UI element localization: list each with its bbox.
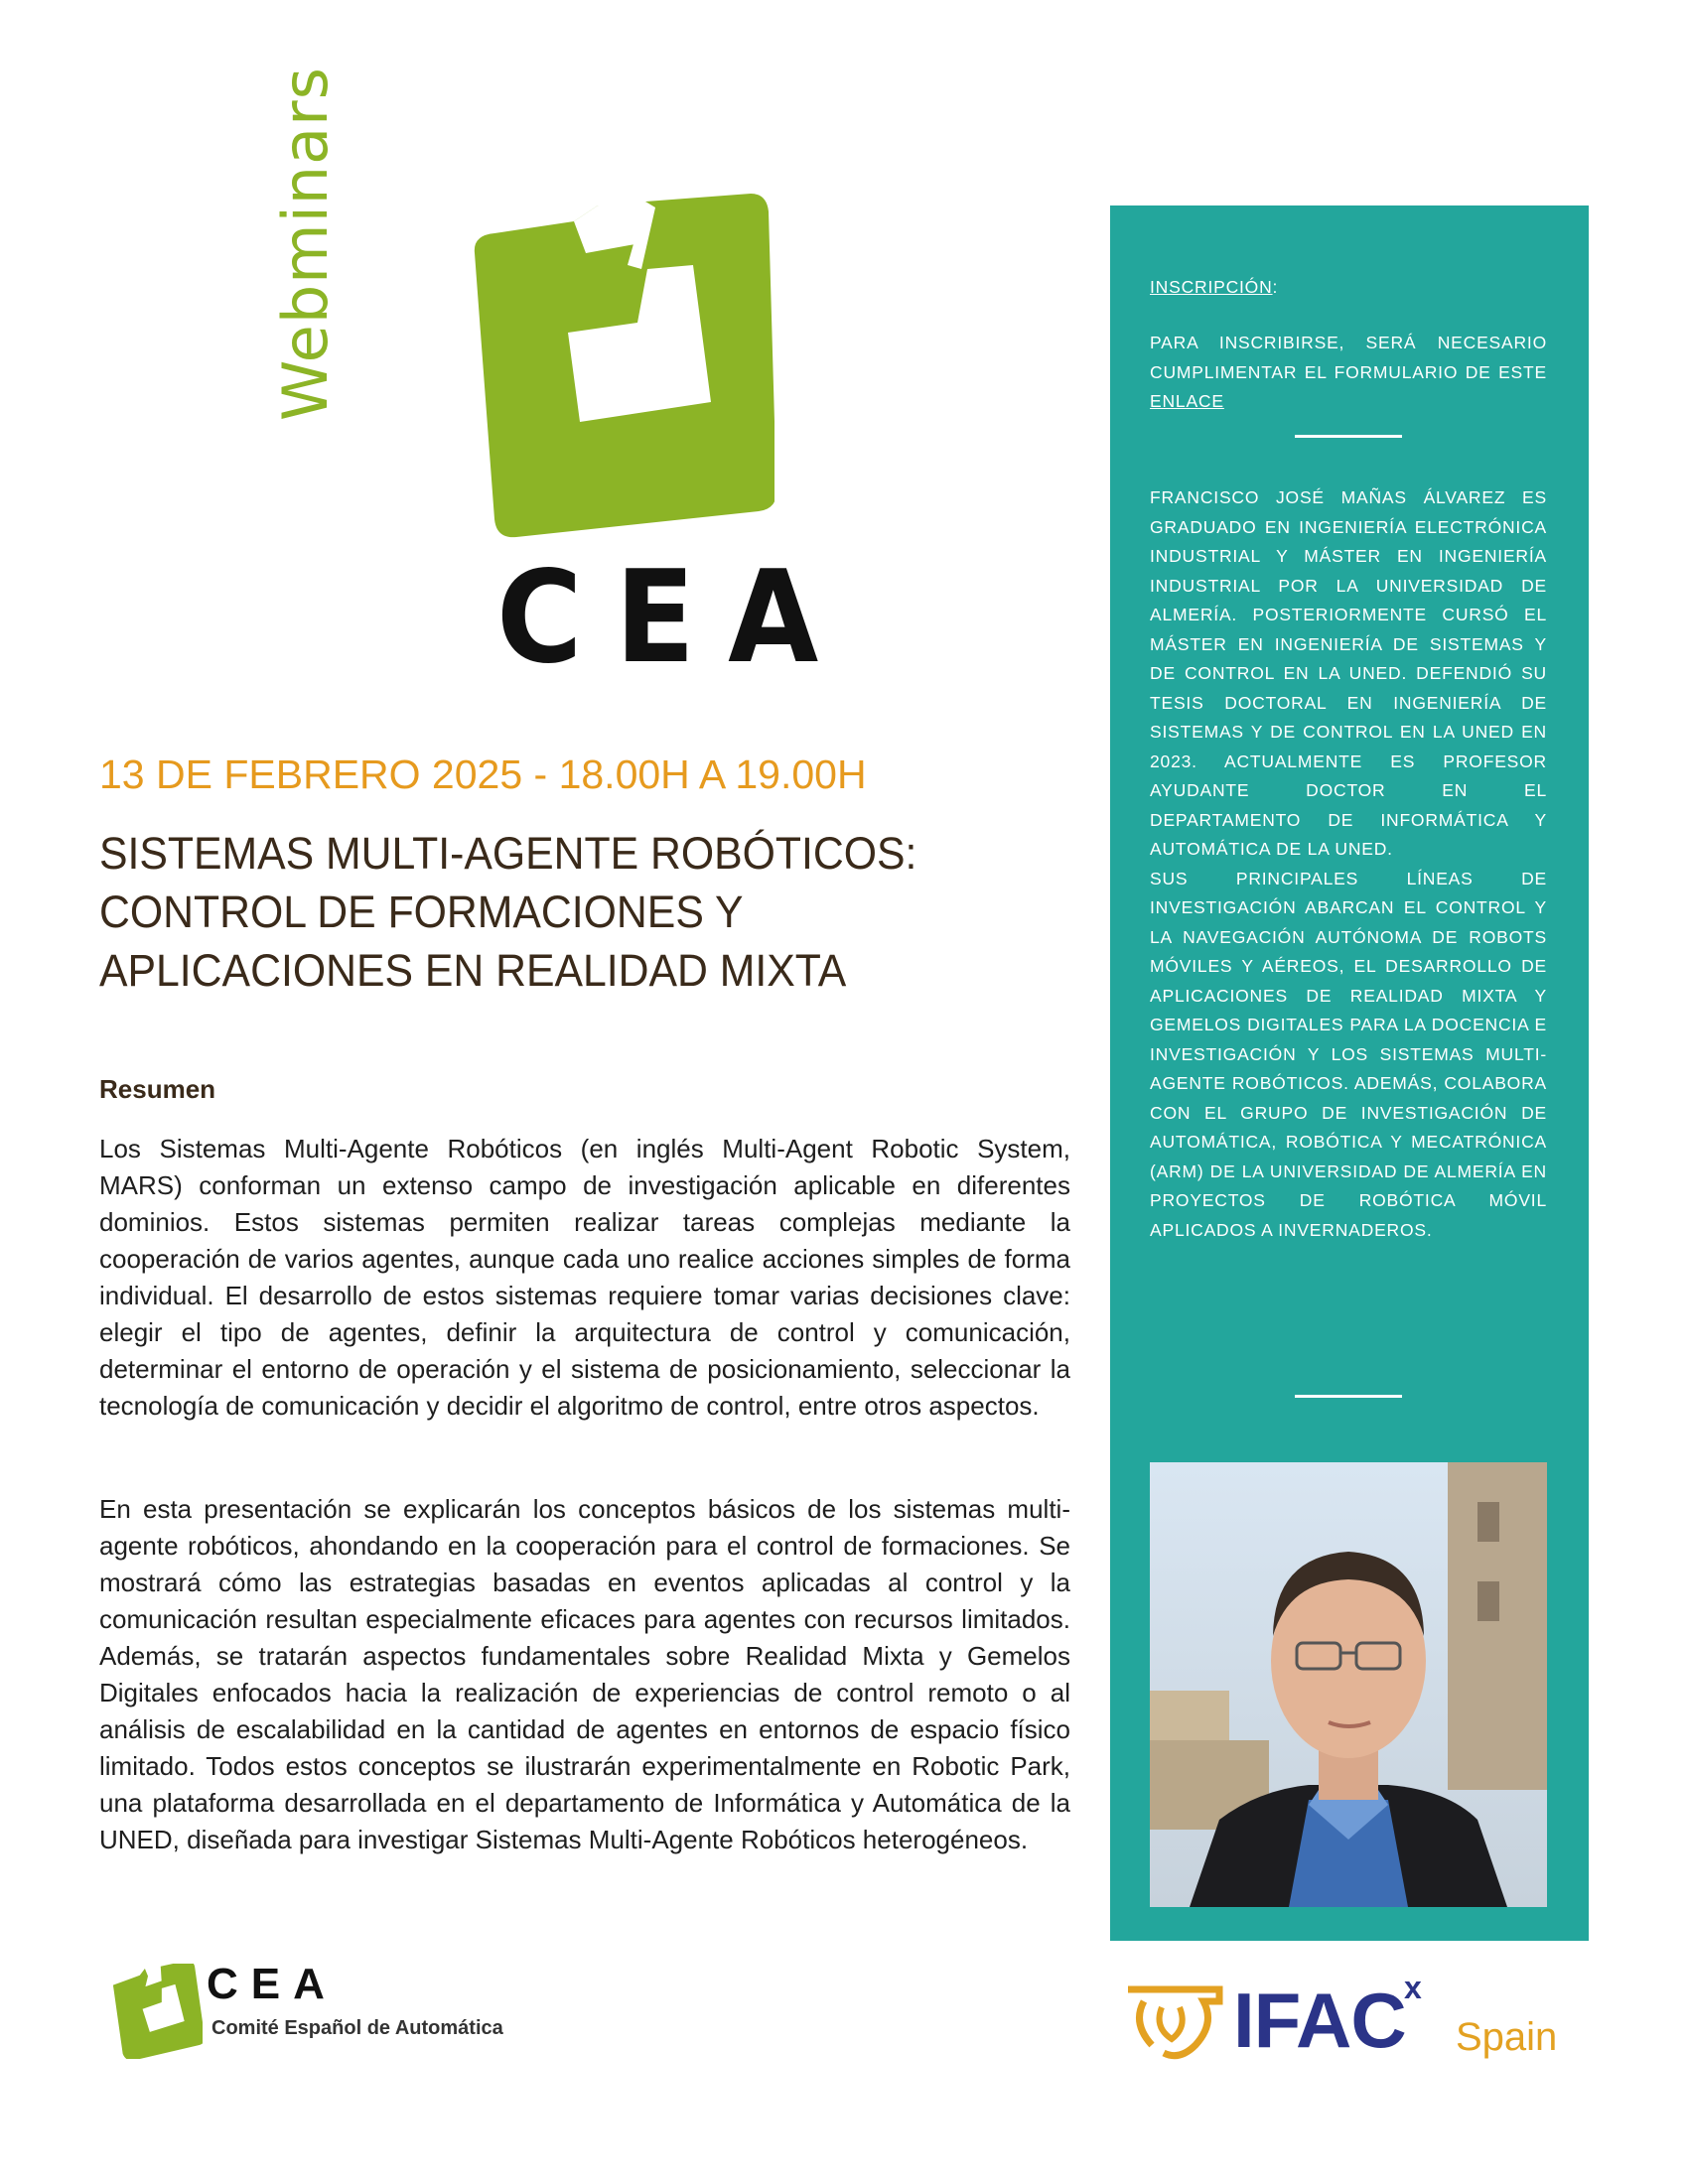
summary-heading: Resumen (99, 1074, 216, 1104)
bio-paragraph: FRANCISCO JOSÉ MAÑAS ÁLVAREZ ES GRADUADO EN INGENIERÍA ELECTRÓNICA INDUSTRIAL Y MÁSTER EN INGENIERÍA INDUSTRIAL POR LA UNIVERSIDAD DE ALMERÍA. POSTERIORMENTE CURSÓ EL MÁSTER EN INGENIERÍA DE SISTEMAS Y DE CONTROL EN LA UNED. DEFENDIÓ SU TESIS DOCTORAL EN INGENIERÍA DE SISTEMAS Y DE CONTROL EN LA UNED EN 2023. ACTUALMENTE ES PROFESOR AYUDANTE DOCTOR EN EL DEPARTAMENTO DE INFORMÁTICA Y AUTOMÁTICA DE LA UNED. (1150, 487, 1547, 859)
bio-paragraph: SUS PRINCIPALES LÍNEAS DE INVESTIGACIÓN ABARCAN EL CONTROL Y LA NAVEGACIÓN AUTÓNOMA DE ROBOTS MÓVILES Y AÉREOS, EL DESARROLLO DE APLICACIONES DE REALIDAD MIXTA Y GEMELOS DIGITALES PARA LA DOCENCIA E INVESTIGACIÓN Y LOS SISTEMAS MULTI-AGENTE ROBÓTICOS. ADEMÁS, COLABORA CON EL GRUPO DE INVESTIGACIÓN DE AUTOMÁTICA, ROBÓTICA Y MECATRÓNICA (ARM) DE LA UNIVERSIDAD DE ALMERÍA EN PROYECTOS DE ROBÓTICA MÓVIL APLICADOS A INVERNADEROS. (1150, 868, 1547, 1240)
registration-text (1150, 329, 1547, 417)
registration-instructions: PARA INSCRIBIRSE, SERÁ NECESARIO CUMPLIMENTAR EL FORMULARIO DE ESTE (1150, 333, 1547, 382)
footer-ifac-logo (1124, 1970, 1591, 2070)
registration-label: INSCRIPCIÓN (1150, 277, 1273, 297)
event-title (99, 824, 1082, 1000)
registration-colon: : (1272, 277, 1279, 297)
event-title-line: CONTROL DE FORMACIONES Y (99, 887, 744, 937)
cea-logo-letters: CEA (496, 544, 852, 692)
ifac-country: Spain (1456, 2015, 1558, 2059)
ifac-emblem-icon (1124, 1983, 1223, 2063)
event-title-line: SISTEMAS MULTI-AGENTE ROBÓTICOS: (99, 828, 917, 879)
summary-paragraph: Los Sistemas Multi-Agente Robóticos (en inglés Multi-Agent Robotic System, MARS) conforman un extenso campo de investigación aplicable en diferentes dominios. Estos sistemas permiten realizar tareas complejas mediante la cooperación de varios agentes, aunque cada uno realice acciones simples de forma individual. El desarrollo de estos sistemas requiere tomar varias decisiones clave: elegir el tipo de agentes, definir la arquitectura de control y comunicación, determinar el entorno de operación y el sistema de posicionamiento, seleccionar la tecnología de comunicación y decidir el algoritmo de control, entre otros aspectos. (99, 1134, 1070, 1421)
speaker-photo (1150, 1462, 1547, 1907)
footer-cea-logo (107, 1960, 524, 2073)
footer-cea-subtitle: Comité Español de Automática (211, 2017, 503, 2039)
speaker-sidebar (1110, 205, 1589, 1941)
cea-logo-icon (457, 194, 774, 546)
event-title-line: APLICACIONES EN REALIDAD MIXTA (99, 945, 847, 996)
webminars-label: Webminars (269, 67, 342, 421)
sidebar-divider (1295, 1395, 1402, 1398)
footer-cea-letters: CEA (207, 1960, 338, 2008)
registration-heading (1150, 273, 1547, 303)
sidebar-divider (1295, 435, 1402, 438)
ifac-wordmark: IFAC (1233, 1977, 1406, 2064)
cea-small-logo-icon (107, 1964, 203, 2059)
summary-paragraph: En esta presentación se explicarán los conceptos básicos de los sistemas multi-agente robóticos, ahondando en la cooperación para el control de formaciones. Se mostrará cómo las estrategias basadas en eventos aplicadas al control y la comunicación resultan especialmente eficaces para agentes con recursos limitados. Además, se tratarán aspectos fundamentales sobre Realidad Mixta y Gemelos Digitales enfocados hacia la realización de experiencias de control remoto o al análisis de escalabilidad en la cantidad de agentes en entornos de espacio físico limitado. Todos estos conceptos se ilustrarán experimentalmente en Robotic Park, una plataforma desarrollada en el departamento de Informática y Automática de la UNED, diseñada para investigar Sistemas Multi-Agente Robóticos heterogéneos. (99, 1494, 1070, 1854)
event-date: 13 DE FEBRERO 2025 - 18.00H A 19.00H (99, 751, 867, 797)
ifac-superscript: x (1404, 1970, 1422, 2005)
registration-link[interactable]: ENLACE (1150, 391, 1224, 411)
speaker-bio (1150, 483, 1547, 1245)
